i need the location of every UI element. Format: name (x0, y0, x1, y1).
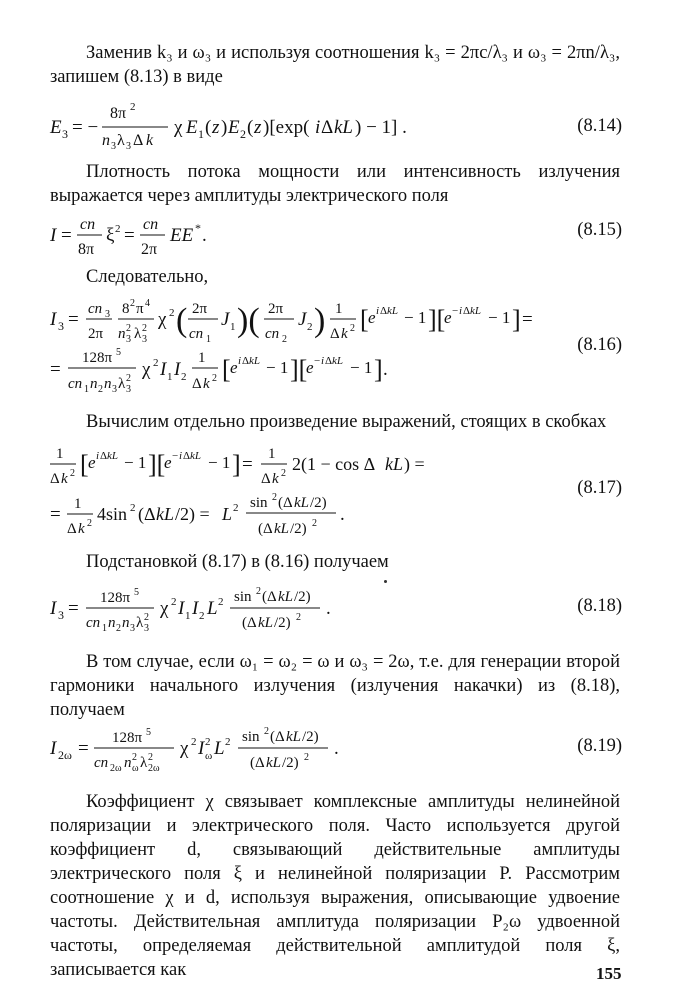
svg-text:− 1: − 1 (350, 358, 373, 377)
svg-text:.: . (334, 738, 339, 759)
svg-text:2π: 2π (141, 241, 158, 258)
paragraph-6: В том случае, если ω₁ = ω₂ = ω и ω₃ = 2ω, т.е. для генерации второй гармоники начального излучения (излучения накачки) из (8.18), получаем (50, 652, 620, 720)
svg-text:− 1: − 1 (488, 308, 511, 327)
svg-text:(Δ: (Δ (270, 729, 285, 745)
svg-text:λ: λ (117, 132, 125, 149)
svg-text:sin: sin (234, 589, 252, 605)
svg-text:2: 2 (181, 371, 187, 383)
svg-text:kL: kL (286, 729, 301, 745)
svg-text:λ: λ (134, 326, 142, 342)
svg-text:1: 1 (84, 384, 89, 395)
svg-text:2(1 − cos Δ: 2(1 − cos Δ (292, 454, 376, 474)
svg-text:kL: kL (332, 355, 343, 367)
svg-text:sin: sin (242, 729, 260, 745)
svg-text:L: L (214, 738, 225, 759)
svg-text:2: 2 (191, 736, 197, 748)
svg-text:1: 1 (230, 321, 236, 333)
svg-text:kL: kL (249, 355, 260, 367)
svg-text:(: ( (176, 302, 188, 339)
svg-text:2: 2 (171, 596, 177, 608)
svg-text:Δ: Δ (321, 117, 334, 138)
svg-text:e: e (306, 358, 314, 377)
svg-text:4: 4 (145, 298, 150, 309)
svg-text:ω: ω (132, 763, 139, 774)
svg-text:− 1: − 1 (124, 453, 147, 472)
svg-text:Δ: Δ (242, 355, 250, 367)
equation-8-19-formula (50, 724, 470, 780)
svg-text:I: I (178, 598, 185, 619)
equation-number-8-15: (8.15) (577, 220, 622, 240)
svg-text:Δ: Δ (261, 471, 271, 487)
svg-text:8: 8 (122, 301, 130, 317)
svg-text:n: n (108, 615, 116, 631)
svg-text:=: = (50, 359, 61, 380)
svg-text:=: = (78, 738, 89, 759)
svg-text:2: 2 (130, 101, 136, 113)
equation-8-17-formula (50, 440, 610, 540)
svg-text:(Δ: (Δ (242, 615, 257, 631)
svg-text:− 1: − 1 (266, 358, 289, 377)
svg-text:128π: 128π (82, 350, 113, 366)
svg-text:2: 2 (70, 468, 75, 479)
svg-text:I: I (198, 738, 205, 759)
svg-text:kL: kL (107, 450, 118, 462)
svg-text:][: ][ (290, 355, 308, 384)
equation-number-8-16: (8.16) (577, 335, 622, 355)
svg-text:=: = (242, 454, 253, 475)
svg-text:kL: kL (274, 521, 289, 537)
svg-text:k: k (61, 471, 68, 487)
svg-text:5: 5 (146, 727, 151, 738)
svg-text:128π: 128π (112, 730, 143, 746)
svg-text:2: 2 (199, 610, 205, 622)
svg-text:]: ] (232, 450, 241, 479)
svg-text:2: 2 (116, 623, 121, 634)
svg-text:E: E (228, 117, 240, 138)
equation-number-8-17: (8.17) (577, 478, 622, 498)
svg-text:λ: λ (136, 615, 144, 631)
svg-text:2: 2 (282, 334, 287, 345)
equation-number-8-14: (8.14) (577, 116, 622, 136)
svg-text:λ: λ (140, 755, 148, 771)
svg-text:2: 2 (126, 323, 131, 334)
svg-text:(Δ: (Δ (262, 589, 277, 605)
paragraph-3: Следовательно, (86, 267, 209, 287)
svg-text:/2): /2) (274, 615, 291, 631)
svg-text:−: − (452, 305, 459, 317)
svg-text:1: 1 (167, 371, 173, 383)
svg-text:k: k (146, 132, 154, 149)
svg-text:E: E (186, 117, 198, 138)
svg-text:3: 3 (126, 141, 131, 152)
svg-text:−: − (172, 450, 179, 462)
svg-text:I: I (50, 225, 57, 246)
svg-text:n: n (102, 132, 110, 149)
svg-text:(Δ: (Δ (258, 521, 273, 537)
svg-text:e: e (230, 358, 238, 377)
svg-text:1: 1 (185, 610, 191, 622)
svg-text:sin: sin (250, 495, 268, 511)
paragraph-1: Заменив k₃ и ω₃ и используя соотношения k₃ = 2πc/λ₃ и ω₃ = 2πn/λ₃, запишем (8.13) в виде (50, 43, 620, 87)
equation-8-15-formula (50, 214, 350, 264)
svg-text:.: . (326, 598, 331, 619)
equation-8-17 (50, 440, 622, 540)
svg-text:2: 2 (281, 468, 286, 479)
svg-text:1: 1 (74, 496, 82, 512)
svg-text:/2): /2) (310, 495, 327, 511)
svg-text:χ: χ (180, 738, 189, 759)
svg-text:1: 1 (102, 623, 107, 634)
svg-text:=: = (68, 309, 79, 330)
svg-text:I: I (192, 598, 199, 619)
svg-text:2: 2 (312, 518, 317, 529)
svg-text:e: e (368, 308, 376, 327)
svg-text:e: e (444, 308, 452, 327)
svg-text:)[exp(: )[exp( (263, 117, 310, 138)
svg-text:cn: cn (86, 615, 101, 631)
svg-text:2: 2 (256, 586, 261, 597)
svg-text:2π: 2π (192, 301, 208, 317)
svg-text:): ) (314, 302, 326, 339)
svg-text:Δ: Δ (183, 450, 191, 462)
svg-text:2: 2 (98, 384, 103, 395)
svg-text:kL: kL (334, 117, 353, 138)
svg-text:2: 2 (87, 518, 92, 529)
svg-text:3: 3 (126, 384, 131, 395)
svg-text:z: z (212, 117, 220, 138)
equation-8-15 (50, 214, 622, 264)
svg-text:kL: kL (190, 450, 201, 462)
svg-text:n: n (124, 755, 132, 771)
svg-text:2: 2 (264, 726, 269, 737)
equation-8-18-formula (50, 584, 450, 640)
svg-text:1: 1 (335, 301, 343, 317)
svg-text:i: i (321, 355, 325, 367)
svg-text:]: ] (374, 355, 383, 384)
svg-text:k: k (203, 376, 210, 392)
svg-text:π: π (136, 301, 144, 317)
svg-text:2π: 2π (88, 326, 104, 342)
svg-text:=: = (124, 225, 135, 246)
svg-text:− 1: − 1 (404, 308, 427, 327)
svg-text:/2): /2) (290, 521, 307, 537)
svg-text:1: 1 (198, 350, 206, 366)
svg-text:[: [ (80, 450, 89, 479)
svg-text:2: 2 (130, 502, 136, 514)
equation-8-14 (50, 100, 622, 152)
svg-text:e: e (164, 453, 172, 472)
svg-text:1: 1 (198, 127, 204, 141)
svg-text:z: z (254, 117, 262, 138)
svg-text:/2): /2) (294, 589, 311, 605)
svg-text:cn: cn (189, 326, 204, 342)
svg-text:kL: kL (470, 305, 481, 317)
svg-text:1: 1 (268, 446, 276, 462)
svg-text:/2): /2) (302, 729, 319, 745)
svg-text:3: 3 (142, 334, 147, 345)
svg-text:e: e (88, 453, 96, 472)
svg-text:= −: = − (72, 117, 99, 138)
paragraph-7: Коэффициент χ связывает комплексные амплитуды нелинейной поляризации и электрического поля. Часто используется другой коэффициент d, связывающий действительные амплитуды электрического поля ξ и нелинейной поляризации P. Рассмотрим соотношение χ и d, используя выражения, описывающие удвоение частоты. Действительная амплитуда поляризации P₂ω удвоенной частоты, определяемая действительной амплитудой поля ξ, записывается как (50, 792, 620, 980)
svg-text:2: 2 (218, 596, 224, 608)
svg-text:χ: χ (142, 359, 151, 380)
svg-text:2ω: 2ω (58, 748, 72, 762)
svg-text:n: n (118, 326, 126, 342)
svg-text:cn: cn (80, 216, 96, 233)
svg-text:kL: kL (294, 495, 309, 511)
svg-text:[: [ (222, 355, 231, 384)
svg-text:kL: kL (385, 454, 403, 474)
svg-text:n: n (104, 376, 112, 392)
svg-text:5: 5 (134, 587, 139, 598)
svg-text:=: = (61, 225, 72, 246)
svg-text:i: i (96, 450, 100, 462)
svg-text:2: 2 (307, 321, 313, 333)
svg-text:kL: kL (156, 504, 174, 524)
svg-text:3: 3 (58, 319, 64, 333)
svg-text:][: ][ (148, 450, 166, 479)
svg-text:kL: kL (258, 615, 273, 631)
svg-text:I: I (50, 309, 57, 330)
svg-text:I: I (50, 738, 57, 759)
svg-text:(: ( (205, 117, 212, 138)
svg-text:3: 3 (62, 127, 68, 141)
paragraph-4: Вычислим отдельно произведение выражений, стоящих в скобках (86, 412, 607, 432)
svg-text:cn: cn (143, 216, 159, 233)
svg-text:2: 2 (169, 307, 175, 319)
svg-text:Δ: Δ (50, 471, 60, 487)
svg-text:5: 5 (116, 347, 121, 358)
svg-text:Δ: Δ (325, 355, 333, 367)
svg-text:χ: χ (158, 309, 167, 330)
svg-text:n: n (122, 615, 130, 631)
svg-text:kL: kL (387, 305, 398, 317)
svg-text:(: ( (247, 117, 254, 138)
svg-text:2π: 2π (268, 301, 284, 317)
svg-text:2: 2 (225, 736, 231, 748)
svg-text:2: 2 (148, 752, 153, 763)
equation-8-16-formula (50, 295, 610, 395)
svg-text:(Δ: (Δ (138, 504, 156, 524)
svg-text:E: E (50, 117, 62, 138)
svg-text:k: k (341, 326, 348, 342)
svg-text:k: k (272, 471, 279, 487)
svg-text:ω: ω (205, 750, 213, 762)
svg-text:Δ: Δ (463, 305, 471, 317)
svg-text:2: 2 (304, 752, 309, 763)
svg-text:.: . (202, 225, 207, 246)
svg-text:=: = (68, 598, 79, 619)
svg-text:/2) =: /2) = (175, 504, 210, 524)
svg-text:kL: kL (278, 589, 293, 605)
printing-speck (384, 580, 387, 583)
svg-text:3: 3 (130, 623, 135, 634)
svg-text:2: 2 (212, 373, 217, 384)
svg-text:.: . (383, 359, 388, 380)
svg-text:χ: χ (174, 117, 183, 138)
svg-text:=: = (522, 309, 533, 330)
svg-text:cn: cn (265, 326, 280, 342)
svg-text:2: 2 (296, 612, 301, 623)
svg-text:3: 3 (111, 141, 116, 152)
svg-text:2ω: 2ω (148, 763, 160, 774)
svg-text:2ω: 2ω (110, 763, 122, 774)
svg-text:i: i (376, 305, 380, 317)
svg-text:1: 1 (56, 446, 64, 462)
svg-text:i: i (315, 117, 321, 138)
svg-text:I: I (160, 359, 167, 380)
svg-text:2: 2 (272, 492, 277, 503)
svg-text:i: i (238, 355, 242, 367)
equation-8-19 (50, 724, 622, 780)
svg-text:8π: 8π (110, 105, 127, 122)
svg-text:4sin: 4sin (97, 504, 128, 524)
svg-text:2: 2 (153, 357, 159, 369)
svg-text:Δ: Δ (133, 132, 144, 149)
svg-text:2: 2 (142, 323, 147, 334)
svg-text:128π: 128π (100, 590, 131, 606)
svg-text:8π: 8π (78, 241, 95, 258)
equation-number-8-19: (8.19) (577, 736, 622, 756)
svg-text:cn: cn (94, 755, 109, 771)
svg-text:(Δ: (Δ (250, 755, 265, 771)
svg-text:2: 2 (126, 373, 131, 384)
svg-text:)(: )( (237, 302, 260, 339)
equation-8-14-formula (50, 100, 590, 152)
svg-text:cn: cn (68, 376, 83, 392)
svg-text:− 1: − 1 (208, 453, 231, 472)
svg-text:2: 2 (144, 612, 149, 623)
svg-text:Δ: Δ (192, 376, 202, 392)
svg-text:EE: EE (170, 225, 194, 246)
svg-text:3: 3 (126, 334, 131, 345)
svg-text:J: J (298, 309, 307, 330)
svg-text:][: ][ (428, 305, 446, 334)
svg-text:2: 2 (115, 223, 121, 235)
svg-text:L: L (222, 504, 233, 524)
svg-text:kL: kL (266, 755, 281, 771)
svg-text:2: 2 (240, 127, 246, 141)
svg-text:Δ: Δ (380, 305, 388, 317)
svg-text:1: 1 (206, 334, 211, 345)
paragraph-5: Подстановкой (8.17) в (8.16) получаем (86, 552, 389, 572)
svg-text:k: k (78, 521, 85, 537)
svg-text:i: i (459, 305, 463, 317)
svg-text:L: L (207, 598, 218, 619)
svg-text:3: 3 (105, 309, 110, 320)
svg-text:Δ: Δ (67, 521, 77, 537)
svg-text:=: = (50, 504, 61, 525)
svg-text:2: 2 (130, 298, 135, 309)
svg-text:): ) (221, 117, 228, 138)
svg-text:*: * (195, 221, 201, 235)
equation-8-16 (50, 295, 622, 395)
equation-8-18 (50, 584, 622, 640)
svg-text:n: n (90, 376, 98, 392)
svg-text:) − 1] .: ) − 1] . (355, 117, 407, 138)
paragraph-2: Плотность потока мощности или интенсивность излучения выражается через амплитуды электрического поля (50, 162, 620, 206)
svg-text:3: 3 (144, 623, 149, 634)
svg-text:2: 2 (233, 502, 239, 514)
svg-text:−: − (314, 355, 321, 367)
svg-text:3: 3 (58, 608, 64, 622)
svg-text:[: [ (360, 305, 369, 334)
svg-text:2: 2 (132, 752, 137, 763)
svg-text:2: 2 (205, 736, 211, 748)
svg-text:χ: χ (160, 598, 169, 619)
svg-text:2: 2 (350, 323, 355, 334)
svg-text:(Δ: (Δ (278, 495, 293, 511)
svg-text:3: 3 (112, 384, 117, 395)
svg-text:Δ: Δ (100, 450, 108, 462)
svg-text:i: i (179, 450, 183, 462)
equation-number-8-18: (8.18) (577, 596, 622, 616)
svg-text:J: J (221, 309, 230, 330)
svg-text:.: . (340, 504, 345, 525)
svg-text:ξ: ξ (106, 225, 115, 246)
svg-text:I: I (50, 598, 57, 619)
page-number: 155 (596, 964, 622, 983)
svg-text:/2): /2) (282, 755, 299, 771)
svg-text:I: I (174, 359, 181, 380)
svg-text:λ: λ (118, 376, 126, 392)
svg-text:) =: ) = (404, 454, 425, 474)
svg-text:cn: cn (88, 301, 103, 317)
svg-text:]: ] (512, 305, 521, 334)
svg-text:Δ: Δ (330, 326, 340, 342)
